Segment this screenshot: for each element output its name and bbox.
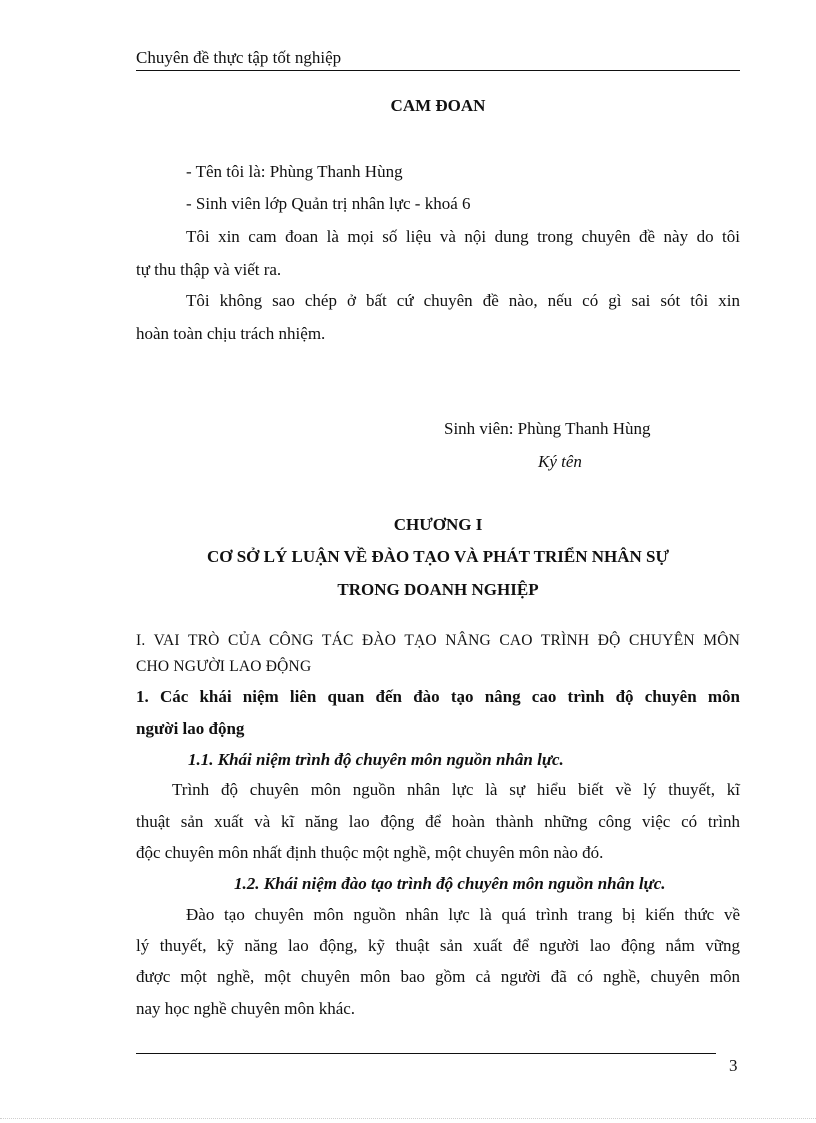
subheading-line1: 1. Các khái niệm liên quan đến đào tạo nâng cao trình độ chuyên môn	[136, 687, 740, 706]
chapter-title-line1: CƠ SỞ LÝ LUẬN VỀ ĐÀO TẠO VÀ PHÁT TRIỂN NHÂN SỰ	[206, 547, 670, 566]
commitment-para1-line2: tự thu thập và viết ra.	[136, 260, 282, 279]
header-rule	[136, 70, 740, 71]
running-header: Chuyên đề thực tập tốt nghiệp	[136, 48, 342, 67]
commitment-para1-line1: Tôi xin cam đoan là mọi số liệu và nội dung trong chuyên đề này do tôi	[186, 227, 740, 246]
section-heading-line1: I. VAI TRÒ CỦA CÔNG TÁC ĐÀO TẠO NÂNG CAO TRÌNH ĐỘ CHUYÊN MÔN	[136, 632, 740, 649]
sub12-body-line3: được một nghề, một chuyên môn bao gồm cả người đã có nghề, chuyên môn	[136, 967, 740, 986]
class-line: - Sinh viên lớp Quản trị nhân lực - khoá 6	[186, 194, 471, 213]
name-line: - Tên tôi là: Phùng Thanh Hùng	[186, 162, 403, 181]
chapter-number: CHƯƠNG I	[393, 515, 483, 534]
subheading-line2: người lao động	[136, 719, 245, 738]
chapter-title-line2: TRONG DOANH NGHIỆP	[337, 580, 539, 599]
commitment-para2-line2: hoàn toàn chịu trách nhiệm.	[136, 324, 326, 343]
page-bottom-border	[0, 1118, 816, 1119]
page-number: 3	[729, 1056, 738, 1075]
sub12-body-line2: lý thuyết, kỹ năng lao động, kỹ thuật sản xuất để người lao động nắm vững	[136, 936, 740, 955]
sub12-body-line4: nay học nghề chuyên môn khác.	[136, 999, 356, 1018]
sub11-body-line1: Trình độ chuyên môn nguồn nhân lực là sự hiểu biết về lý thuyết, kĩ	[172, 780, 740, 799]
section-heading-line2: CHO NGƯỜI LAO ĐỘNG	[136, 658, 312, 675]
commitment-heading: CAM ĐOAN	[390, 96, 486, 115]
sign-label: Ký tên	[538, 452, 582, 471]
sub12-body-line1: Đào tạo chuyên môn nguồn nhân lực là quá trình trang bị kiến thức về	[186, 905, 740, 924]
sub11-title: 1.1. Khái niệm trình độ chuyên môn nguồn nhân lực.	[188, 750, 564, 769]
sub12-title: 1.2. Khái niệm đào tạo trình độ chuyên môn nguồn nhân lực.	[234, 874, 666, 893]
footer-rule	[136, 1053, 716, 1054]
commitment-para2-line1: Tôi không sao chép ở bất cứ chuyên đề nào, nếu có gì sai sót tôi xin	[186, 291, 740, 310]
signature-line: Sinh viên: Phùng Thanh Hùng	[444, 419, 651, 438]
sub11-body-line3: độc chuyên môn nhất định thuộc một nghề, một chuyên môn nào đó.	[136, 843, 604, 862]
sub11-body-line2: thuật sản xuất và kĩ năng lao động để hoàn thành những công việc có trình	[136, 812, 740, 831]
